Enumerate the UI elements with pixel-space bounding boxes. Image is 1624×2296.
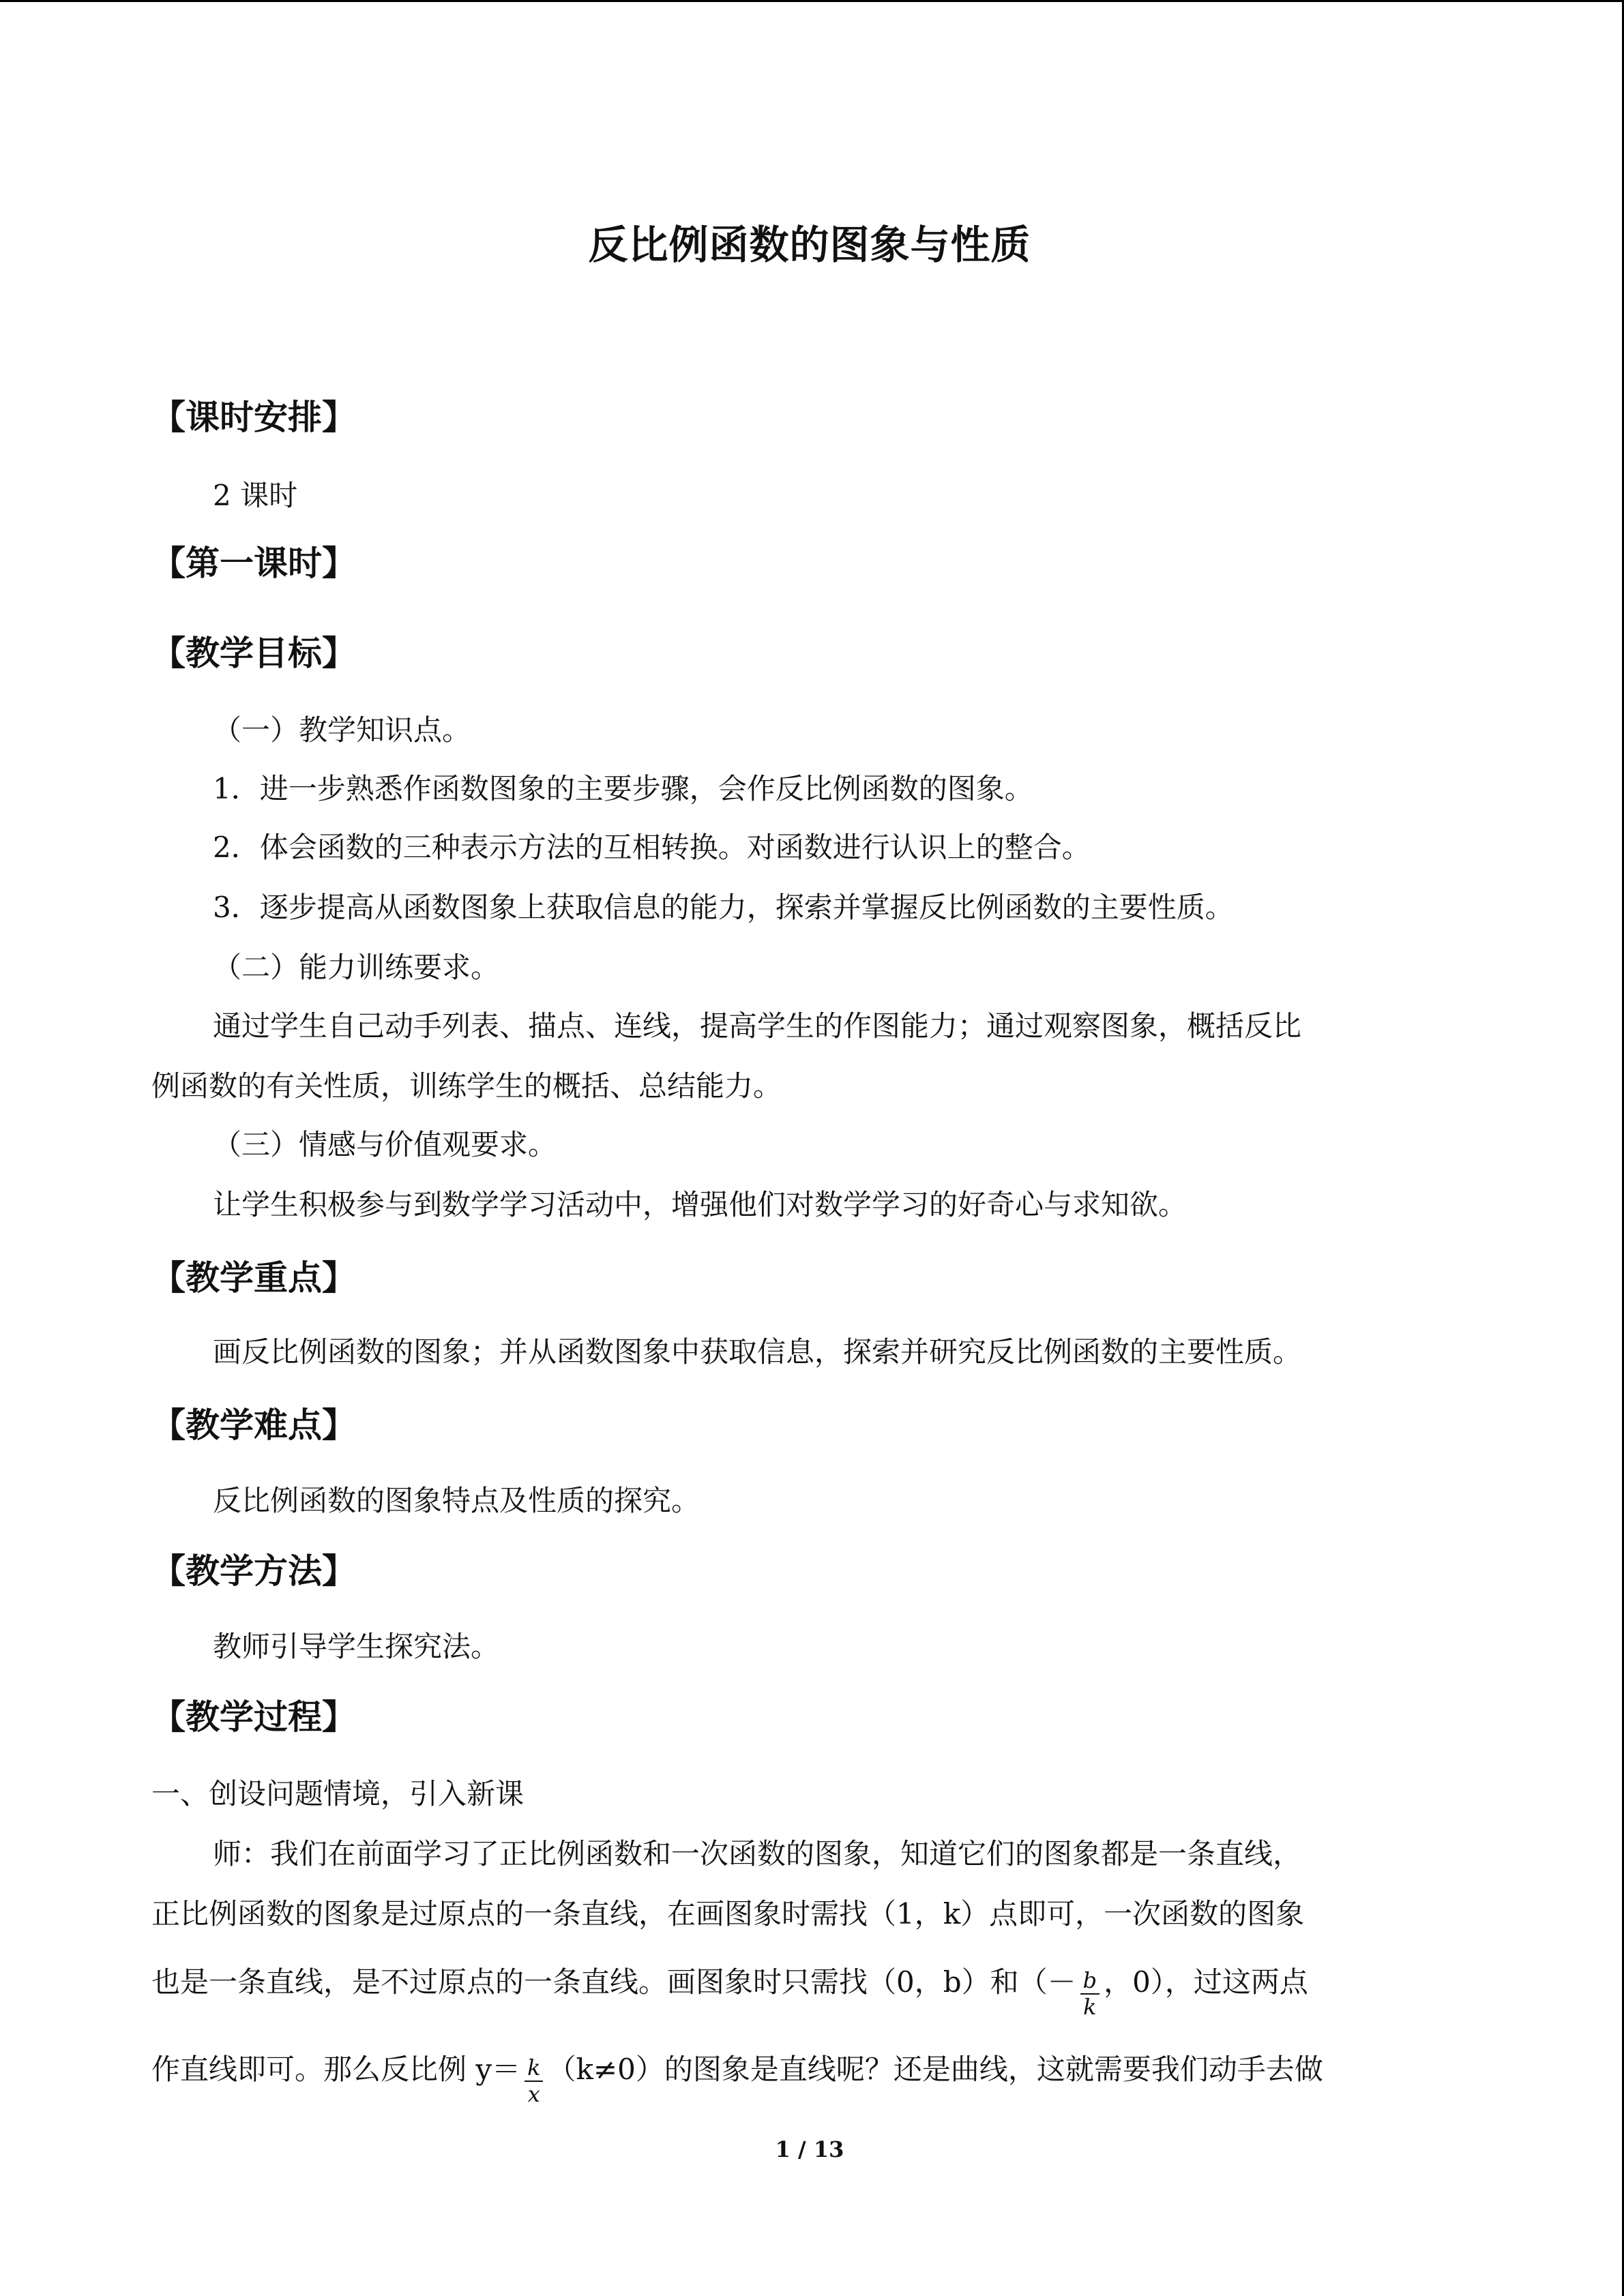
heading-difficulties: 【教学难点】	[151, 1405, 356, 1445]
process-line4-before: 作直线即可。那么反比例 y＝	[151, 2052, 521, 2086]
fraction-b-over-k	[1080, 1968, 1099, 2020]
heading-goals: 【教学目标】	[151, 633, 356, 673]
difficulties-text: 反比例函数的图象特点及性质的探究。	[213, 1484, 700, 1517]
goals-item3: 3．逐步提高从函数图象上获取信息的能力，探索并掌握反比例函数的主要性质。	[213, 891, 1234, 924]
top-border-line	[0, 0, 1624, 2]
process-line1: 师：我们在前面学习了正比例函数和一次函数的图象，知道它们的图象都是一条直线，	[213, 1837, 1302, 1870]
heading-key-points: 【教学重点】	[151, 1258, 356, 1298]
process-line3-before: 也是一条直线，是不过原点的一条直线。画图象时只需找（0，b）和（－	[151, 1965, 1076, 1999]
goals-item2: 2．体会函数的三种表示方法的互相转换。对函数进行认识上的整合。	[213, 831, 1091, 864]
heading-process: 【教学过程】	[151, 1697, 356, 1737]
goals-sub3: （三）情感与价值观要求。	[213, 1128, 557, 1161]
heading-first-lesson: 【第一课时】	[151, 543, 356, 583]
process-section1: 一、创设问题情境，引入新课	[151, 1777, 525, 1810]
heading-methods: 【教学方法】	[151, 1551, 356, 1591]
fraction-denominator: x	[527, 2081, 540, 2107]
process-line3	[151, 1958, 1308, 2020]
goals-sub2: （二）能力训练要求。	[213, 951, 500, 984]
methods-text: 教师引导学生探究法。	[213, 1630, 500, 1663]
goals-ability-line2: 例函数的有关性质，训练学生的概括、总结能力。	[151, 1069, 782, 1103]
key-points-text: 画反比例函数的图象；并从函数图象中获取信息，探索并研究反比例函数的主要性质。	[213, 1335, 1302, 1369]
process-line2: 正比例函数的图象是过原点的一条直线，在画图象时需找（1，k）点即可，一次函数的图象	[151, 1897, 1305, 1930]
process-line4-after: （k≠0）的图象是直线呢？还是曲线，这就需要我们动手去做	[547, 2052, 1323, 2086]
page-title: 反比例函数的图象与性质	[588, 222, 1031, 268]
goals-sub1: （一）教学知识点。	[213, 713, 471, 747]
process-line3-after: ，0），过这两点	[1104, 1965, 1308, 1999]
heading-schedule: 【课时安排】	[151, 398, 356, 437]
fraction-k-over-x	[525, 2055, 543, 2107]
schedule-text: 2 课时	[213, 479, 298, 512]
fraction-denominator: k	[1083, 1993, 1097, 2020]
fraction-numerator: k	[525, 2055, 543, 2082]
goals-ability-line1: 通过学生自己动手列表、描点、连线，提高学生的作图能力；通过观察图象，概括反比	[213, 1009, 1302, 1043]
process-line4	[151, 2046, 1323, 2107]
fraction-numerator: b	[1080, 1968, 1099, 1995]
goals-item1: 1．进一步熟悉作函数图象的主要步骤，会作反比例函数的图象。	[213, 772, 1033, 805]
page-number: 1 / 13	[775, 2136, 844, 2162]
goals-emotion: 让学生积极参与到数学学习活动中，增强他们对数学学习的好奇心与求知欲。	[213, 1188, 1187, 1221]
